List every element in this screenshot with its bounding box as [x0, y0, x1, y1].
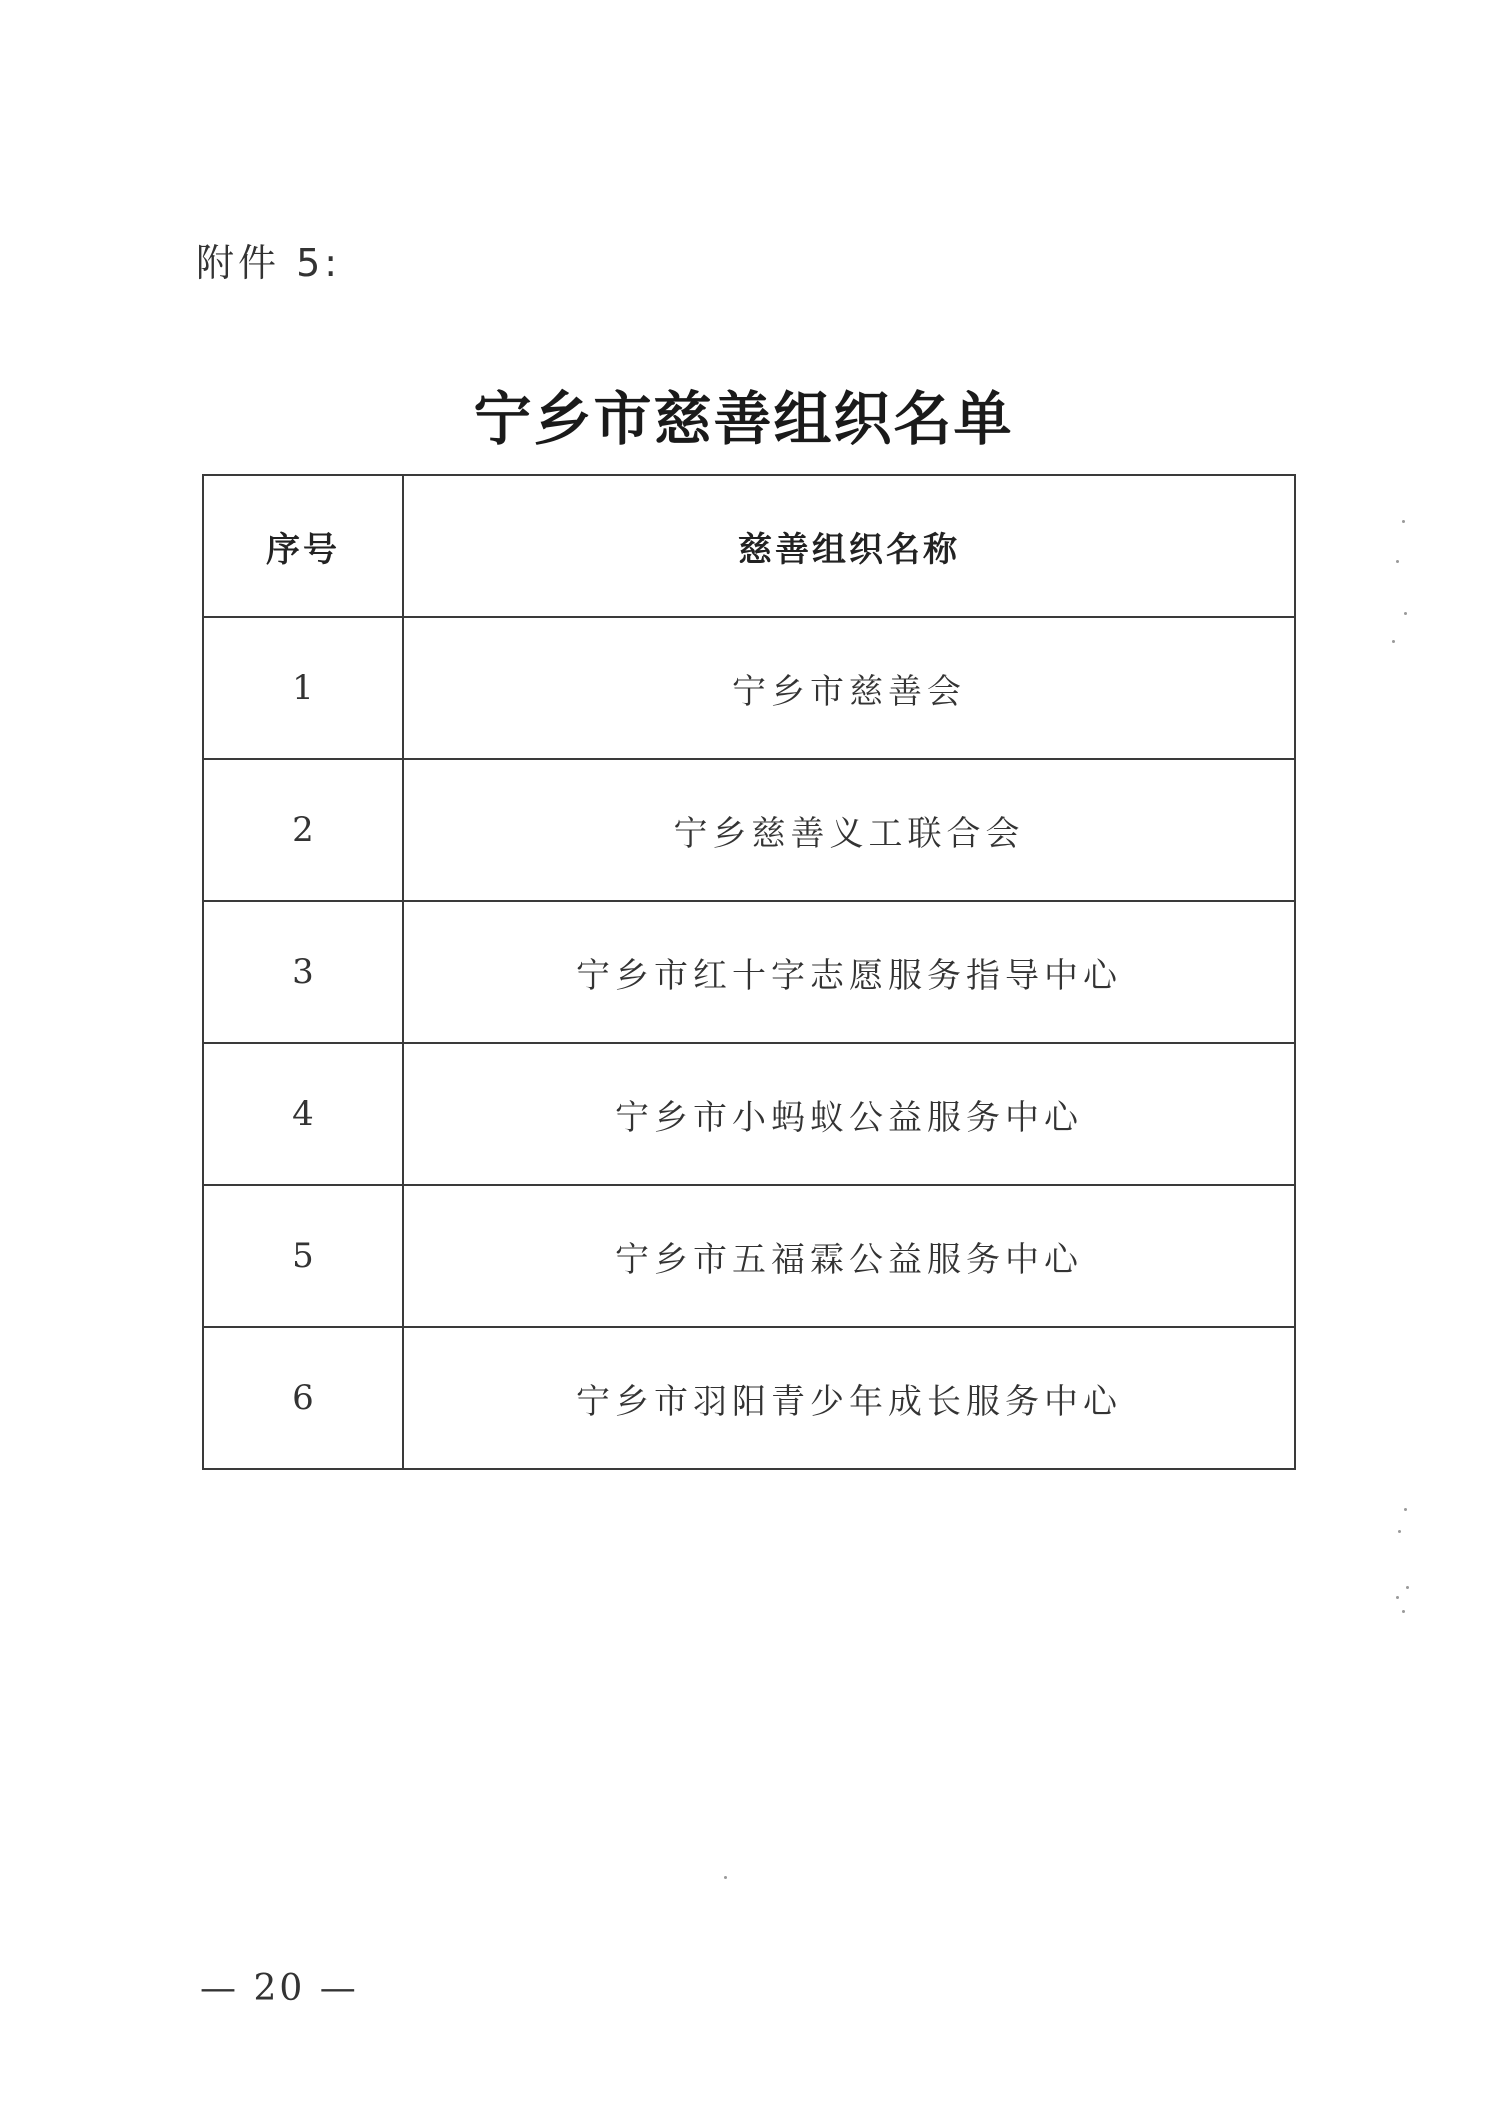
row-organization-name: 宁乡市红十字志愿服务指导中心	[403, 901, 1295, 1043]
row-index: 1	[203, 617, 403, 759]
page-title: 宁乡市慈善组织名单	[473, 385, 1014, 453]
row-index: 3	[203, 901, 403, 1043]
scan-speck	[1392, 640, 1395, 643]
row-organization-name: 宁乡慈善义工联合会	[403, 759, 1295, 901]
scan-speck	[1402, 1610, 1405, 1613]
row-index: 4	[203, 1043, 403, 1185]
table-row	[203, 901, 1295, 1043]
scan-speck	[1396, 560, 1399, 563]
row-organization-name: 宁乡市慈善会	[403, 617, 1295, 759]
row-organization-name: 宁乡市小蚂蚁公益服务中心	[403, 1043, 1295, 1185]
attachment-label: 附件 5:	[196, 241, 342, 285]
row-index: 5	[203, 1185, 403, 1327]
scan-speck	[1396, 1596, 1399, 1599]
row-index: 6	[203, 1327, 403, 1469]
scan-speck	[724, 1876, 727, 1879]
header-name: 慈善组织名称	[403, 475, 1295, 617]
scan-speck	[1404, 612, 1407, 615]
table-row	[203, 617, 1295, 759]
table-row	[203, 759, 1295, 901]
table-row	[203, 1043, 1295, 1185]
row-organization-name: 宁乡市羽阳青少年成长服务中心	[403, 1327, 1295, 1469]
header-index: 序号	[203, 475, 403, 617]
scan-speck	[1398, 1530, 1401, 1533]
table-row	[203, 1327, 1295, 1469]
organization-table	[202, 474, 1296, 1470]
page-number: — 20 —	[200, 1968, 359, 2009]
scan-speck	[1406, 1586, 1409, 1589]
row-index: 2	[203, 759, 403, 901]
scan-speck	[1402, 520, 1405, 523]
scan-speck	[1404, 1508, 1407, 1511]
row-organization-name: 宁乡市五福霖公益服务中心	[403, 1185, 1295, 1327]
table-header-row	[203, 475, 1295, 617]
table-row	[203, 1185, 1295, 1327]
